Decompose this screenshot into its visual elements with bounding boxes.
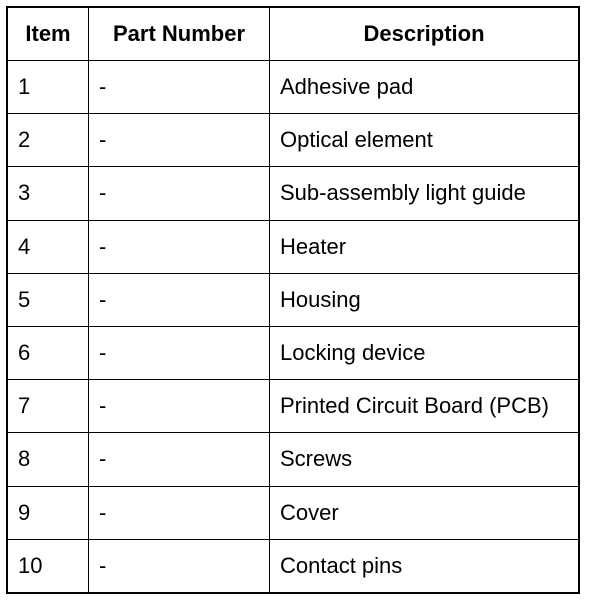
cell-item: 1: [7, 61, 89, 114]
cell-part-number: -: [89, 167, 270, 220]
table-row: [7, 326, 579, 379]
table-header: [7, 7, 579, 61]
table-body: [7, 61, 579, 594]
header-row: [7, 7, 579, 61]
table-row: [7, 433, 579, 486]
table-row: [7, 380, 579, 433]
cell-part-number: -: [89, 114, 270, 167]
cell-item: 7: [7, 380, 89, 433]
cell-description: Locking device: [270, 326, 580, 379]
cell-description: Adhesive pad: [270, 61, 580, 114]
cell-item: 10: [7, 539, 89, 593]
table-row: [7, 61, 579, 114]
table-row: [7, 114, 579, 167]
cell-part-number: -: [89, 433, 270, 486]
table-row: [7, 539, 579, 593]
cell-item: 9: [7, 486, 89, 539]
cell-item: 8: [7, 433, 89, 486]
cell-part-number: -: [89, 539, 270, 593]
cell-item: 6: [7, 326, 89, 379]
cell-item: 5: [7, 273, 89, 326]
cell-item: 4: [7, 220, 89, 273]
cell-part-number: -: [89, 220, 270, 273]
table-row: [7, 273, 579, 326]
table-row: [7, 220, 579, 273]
cell-description: Housing: [270, 273, 580, 326]
cell-description: Screws: [270, 433, 580, 486]
cell-part-number: -: [89, 486, 270, 539]
cell-part-number: -: [89, 380, 270, 433]
cell-description: Optical element: [270, 114, 580, 167]
cell-item: 3: [7, 167, 89, 220]
cell-description: Contact pins: [270, 539, 580, 593]
cell-part-number: -: [89, 273, 270, 326]
cell-description: Heater: [270, 220, 580, 273]
table-row: [7, 486, 579, 539]
table-row: [7, 167, 579, 220]
header-item: Item: [7, 7, 89, 61]
cell-item: 2: [7, 114, 89, 167]
header-part-number: Part Number: [89, 7, 270, 61]
cell-description: Printed Circuit Board (PCB): [270, 380, 580, 433]
header-description: Description: [270, 7, 580, 61]
cell-part-number: -: [89, 326, 270, 379]
parts-table: [6, 6, 580, 594]
cell-description: Sub-assembly light guide: [270, 167, 580, 220]
cell-description: Cover: [270, 486, 580, 539]
cell-part-number: -: [89, 61, 270, 114]
